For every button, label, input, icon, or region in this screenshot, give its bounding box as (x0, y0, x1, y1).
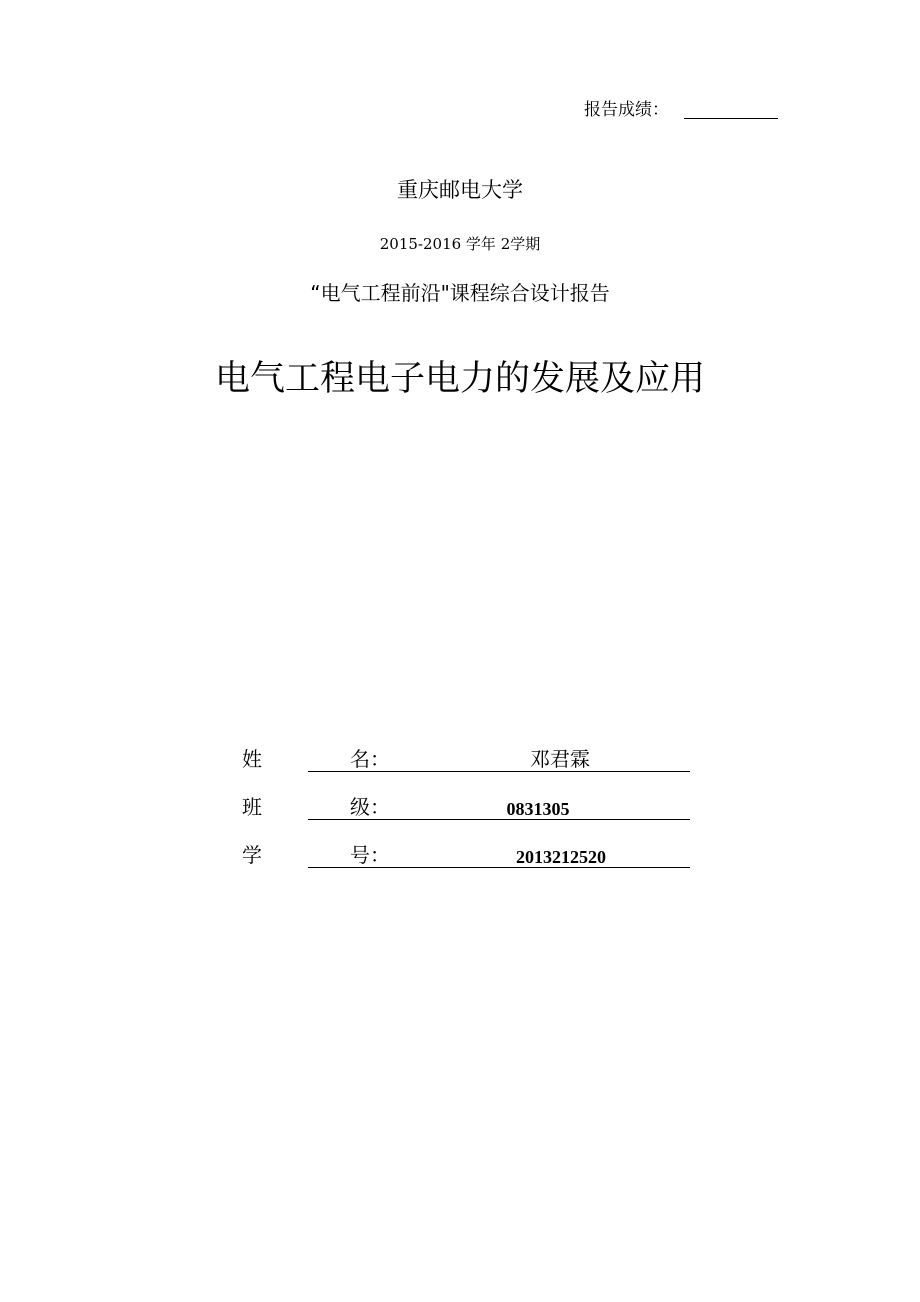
field-label-char: 号： (350, 843, 390, 867)
report-title: 电气工程电子电力的发展及应用 (214, 359, 705, 399)
field-underline (308, 771, 690, 772)
field-underline (308, 867, 690, 868)
university-name: 重庆邮电大学 (397, 178, 523, 202)
field-label-char: 姓 (242, 747, 262, 771)
student-name-value: 邓君霖 (530, 747, 590, 771)
field-label-char: 名： (350, 747, 390, 771)
report-score-blank (684, 118, 778, 119)
field-student-id-row (0, 842, 920, 882)
field-label-char: 级： (350, 795, 390, 819)
course-title: “电气工程前沿"课程综合设计报告 (310, 281, 610, 305)
semester-line: 2015-2016 学年 2学期 (379, 235, 541, 253)
field-underline (308, 819, 690, 820)
class-number-value: 0831305 (506, 799, 570, 819)
field-class-row (0, 794, 920, 834)
student-id-value: 2013212520 (516, 847, 606, 867)
field-name-row (0, 746, 920, 786)
field-label-char: 班 (242, 795, 262, 819)
field-label-char: 学 (242, 843, 262, 867)
report-score-label: 报告成绩： (584, 100, 669, 120)
